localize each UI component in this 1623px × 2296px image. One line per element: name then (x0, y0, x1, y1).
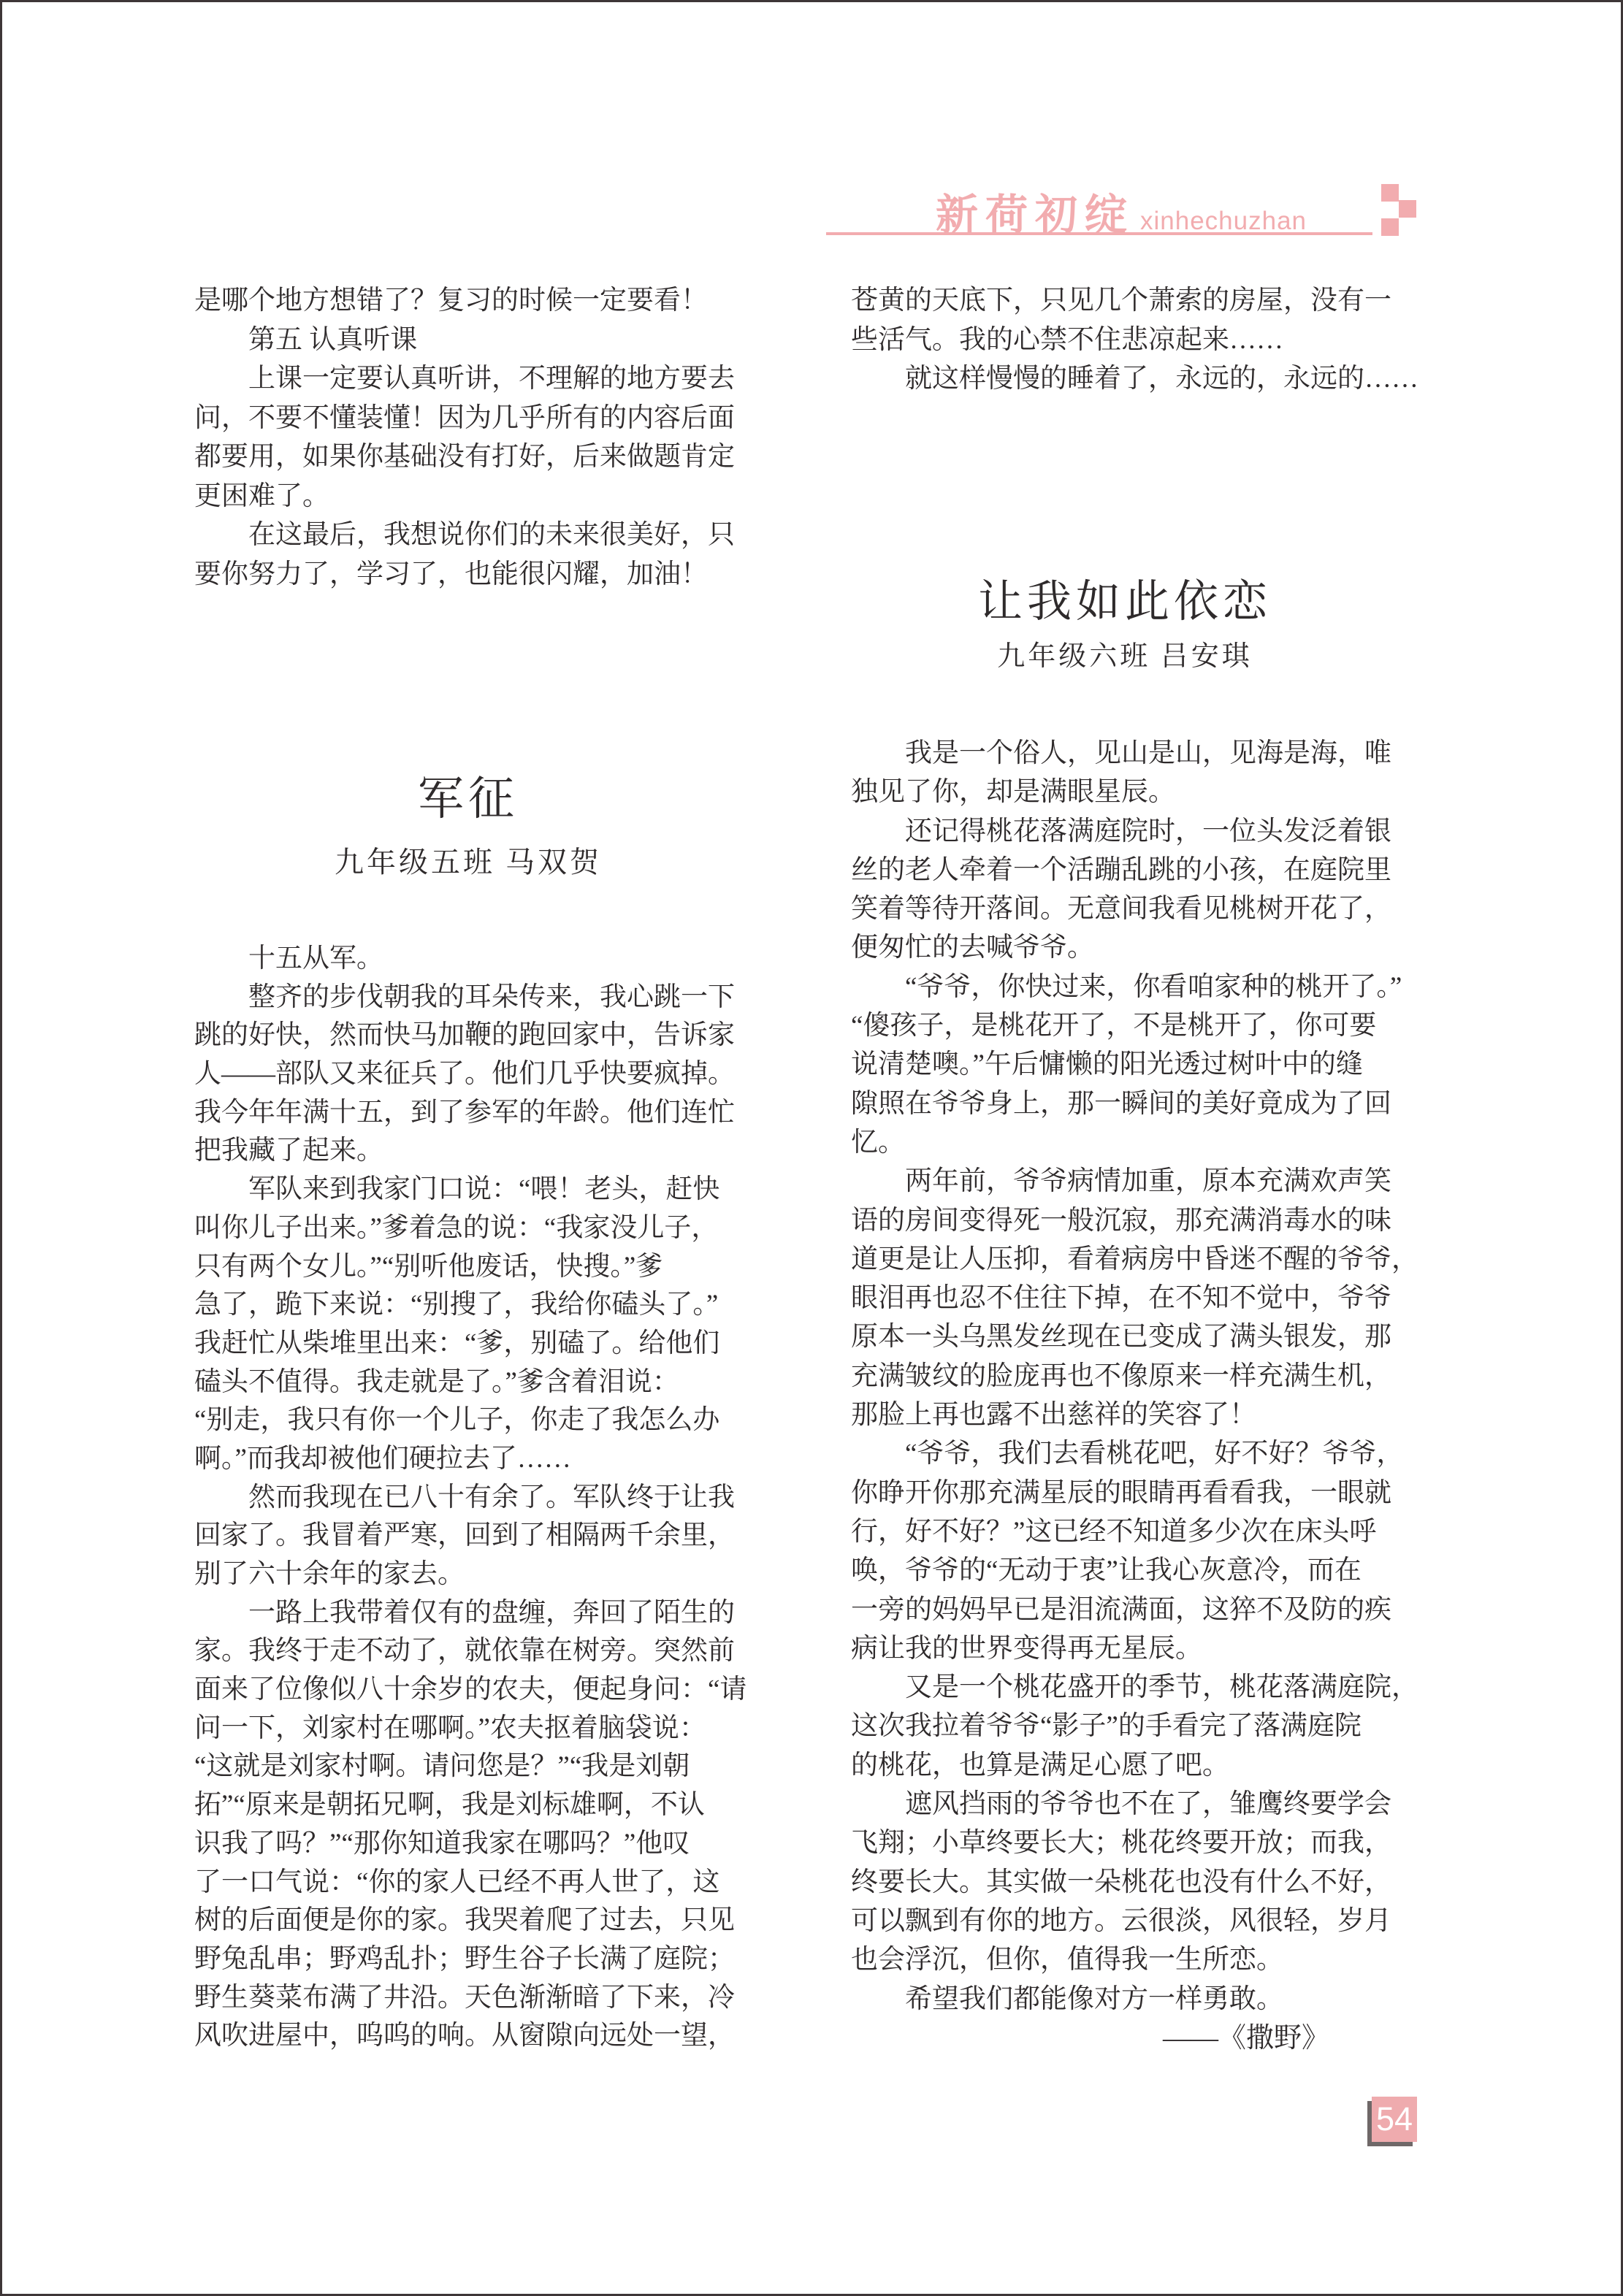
text-line: 就这样慢慢的睡着了，永远的，永远的…… (851, 364, 1418, 394)
text-line: 说清楚噢。”午后慵懒的阳光透过树叶中的缝 (851, 1049, 1363, 1080)
header-deco-square-top (1381, 184, 1399, 202)
text-line: 可以飘到有你的地方。云很淡，风很轻，岁月 (851, 1905, 1391, 1936)
text-line: 语的房间变得死一般沉寂，那充满消毒水的味 (851, 1205, 1391, 1236)
text-line: “别走，我只有你一个儿子，你走了我怎么办 (194, 1405, 720, 1436)
text-line: 要你努力了，学习了，也能很闪耀，加油！ (194, 559, 708, 589)
text-line: 一旁的妈妈早已是泪流满面，这猝不及防的疾 (851, 1594, 1391, 1625)
text-line: 原本一头乌黑发丝现在已变成了满头银发，那 (851, 1322, 1391, 1352)
text-line: 遮风挡雨的爷爷也不在了，雏鹰终要学会 (851, 1789, 1391, 1820)
text-line: 人——部队又来征兵了。他们几乎快要疯掉。 (194, 1059, 735, 1090)
text-line: 唤，爷爷的“无动于衷”让我心灰意冷，而在 (851, 1555, 1362, 1586)
article-author-yilian: 九年级六班 吕安琪 (997, 641, 1253, 672)
text-line: 把我藏了起来。 (194, 1136, 383, 1166)
text-line: 行，好不好？”这已经不知道多少次在床头呼 (851, 1516, 1377, 1547)
text-line: 丝的老人牵着一个活蹦乱跳的小孩，在庭院里 (851, 854, 1391, 885)
header-title-chinese: 新荷初绽 (935, 191, 1134, 239)
text-line: 两年前，爷爷病情加重，原本充满欢声笑 (851, 1166, 1391, 1197)
text-line: “这就是刘家村啊。请问您是？”“我是刘朝 (194, 1751, 690, 1782)
text-line: 急了，跪下来说：“别搜了，我给你磕头了。” (194, 1290, 719, 1320)
text-line: 十五从军。 (194, 944, 383, 973)
text-line: 这次我拉着爷爷“影子”的手看完了落满庭院 (851, 1711, 1362, 1742)
text-line: 又是一个桃花盛开的季节，桃花落满庭院， (851, 1672, 1418, 1703)
text-line: 树的后面便是你的家。我哭着爬了过去，只见 (194, 1905, 735, 1936)
text-line: 野生葵菜布满了井沿。天色渐渐暗了下来，冷 (194, 1982, 735, 2013)
text-line: 笑着等待开落间。无意间我看见桃树开花了， (851, 894, 1391, 925)
article-title-yilian: 让我如此依恋 (977, 578, 1272, 627)
text-line: 跳的好快，然而快马加鞭的跑回家中，告诉家 (194, 1020, 735, 1051)
right-column-intro-text (851, 281, 1418, 399)
text-line: “爷爷，你快过来，你看咱家种的桃开了。” (851, 971, 1402, 1002)
text-line: 一路上我带着仅有的盘缠，奔回了陌生的 (194, 1597, 735, 1628)
text-line: 识我了吗？”“那你知道我家在哪吗？”他叹 (194, 1828, 690, 1859)
text-line: 还记得桃花落满庭院时，一位头发泛着银 (851, 816, 1391, 846)
text-line: 病让我的世界变得再无星辰。 (851, 1633, 1202, 1664)
text-line: 第五 认真听课 (194, 324, 418, 355)
text-line: 你睁开你那充满星辰的眼睛再看看我，一眼就 (851, 1477, 1391, 1508)
header-deco-square-bottom (1381, 218, 1399, 236)
text-line: 道更是让人压抑，看着病房中昏迷不醒的爷爷， (851, 1244, 1418, 1274)
left-column-intro-text (194, 281, 749, 594)
text-line: 啊。”而我却被他们硬拉去了…… (194, 1443, 571, 1474)
text-line: 然而我现在已八十有余了。军队终于让我 (194, 1482, 735, 1512)
text-line: 上课一定要认真听讲，不理解的地方要去 (194, 364, 735, 394)
text-line: 军队来到我家门口说：“喂！老头，赶快 (194, 1174, 720, 1205)
text-line: 是哪个地方想错了？复习的时候一定要看！ (194, 286, 708, 315)
text-line: 别了六十余年的家去。 (194, 1559, 465, 1589)
text-line: 独见了你，却是满眼星辰。 (851, 777, 1175, 808)
text-line: 都要用，如果你基础没有打好，后来做题肯定 (194, 442, 735, 472)
text-line: 也会浮沉，但你，值得我一生所恋。 (851, 1945, 1283, 1975)
text-line: 整齐的步伐朝我的耳朵传来，我心跳一下 (194, 981, 735, 1012)
text-line: 家。我终于走不动了，就依靠在树旁。突然前 (194, 1636, 735, 1666)
text-line: 我今年年满十五，到了参军的年龄。他们连忙 (194, 1097, 735, 1128)
text-line: 充满皱纹的脸庞再也不像原来一样充满生机， (851, 1361, 1391, 1391)
article-body-yilian (851, 734, 1418, 2018)
text-line: 终要长大。其实做一朵桃花也没有什么不好， (851, 1867, 1391, 1897)
text-line: 叫你儿子出来。”爹着急的说：“我家没儿子， (194, 1212, 719, 1243)
text-line: 面来了位像似八十余岁的农夫，便起身问：“请 (194, 1675, 747, 1705)
text-line: 磕头不值得。我走就是了。”爹含着泪说： (194, 1366, 679, 1397)
article-title-junzheng: 军征 (418, 773, 519, 824)
text-line: 的桃花，也算是满足心愿了吧。 (851, 1750, 1229, 1780)
header-title-pinyin: xinhechuzhan (1140, 207, 1307, 235)
text-line: 我赶忙从柴堆里出来：“爹，别磕了。给他们 (194, 1328, 720, 1358)
text-line: 了一口气说：“你的家人已经不再人世了，这 (194, 1867, 720, 1897)
text-line: 些活气。我的心禁不住悲凉起来…… (851, 324, 1283, 355)
text-line: 飞翔；小草终要长大；桃花终要开放；而我， (851, 1828, 1391, 1859)
text-line: 忆。 (851, 1127, 905, 1157)
text-line: 回家了。我冒着严寒，回到了相隔两千余里， (194, 1520, 735, 1551)
page-header (936, 180, 1307, 242)
page-number: 54 (1375, 2100, 1413, 2138)
text-line: 眼泪再也忍不住往下掉，在不知不觉中，爷爷 (851, 1283, 1391, 1314)
text-line: 野兔乱串；野鸡乱扑；野生谷子长满了庭院； (194, 1943, 735, 1974)
page-number-badge (1372, 2097, 1417, 2142)
text-line: 问，不要不懂装懂！因为几乎所有的内容后面 (194, 402, 735, 433)
text-line: 拓”“原来是朝拓兄啊，我是刘标雄啊，不认 (194, 1790, 705, 1821)
article-attribution-saye: ——《撒野》 (1162, 2023, 1329, 2054)
article-author-junzheng: 九年级五班 马双贺 (335, 846, 602, 879)
text-line: 更困难了。 (194, 481, 329, 511)
article-body-junzheng (194, 940, 749, 2056)
text-line: 苍黄的天底下，只见几个萧索的房屋，没有一 (851, 286, 1391, 315)
text-line: “爷爷，我们去看桃花吧，好不好？爷爷， (851, 1439, 1404, 1469)
text-line: 问一下，刘家村在哪啊。”农夫抠着脑袋说： (194, 1713, 706, 1743)
text-line: 在这最后，我想说你们的未来很美好，只 (194, 520, 735, 550)
text-line: 希望我们都能像对方一样勇敢。 (851, 1983, 1283, 2014)
text-line: 便匆忙的去喊爷爷。 (851, 933, 1094, 963)
text-line: 风吹进屋中，呜呜的响。从窗隙向远处一望， (194, 2021, 735, 2051)
text-line: 只有两个女儿。”“别听他废话，快搜。”爹 (194, 1251, 663, 1282)
text-line: 隙照在爷爷身上，那一瞬间的美好竟成为了回 (851, 1088, 1391, 1119)
text-line: “傻孩子，是桃花开了，不是桃开了，你可要 (851, 1011, 1377, 1041)
header-deco-square-middle (1399, 200, 1416, 218)
text-line: 那脸上再也露不出慈祥的笑容了！ (851, 1400, 1256, 1431)
text-line: 我是一个俗人，见山是山，见海是海，唯 (851, 738, 1391, 768)
